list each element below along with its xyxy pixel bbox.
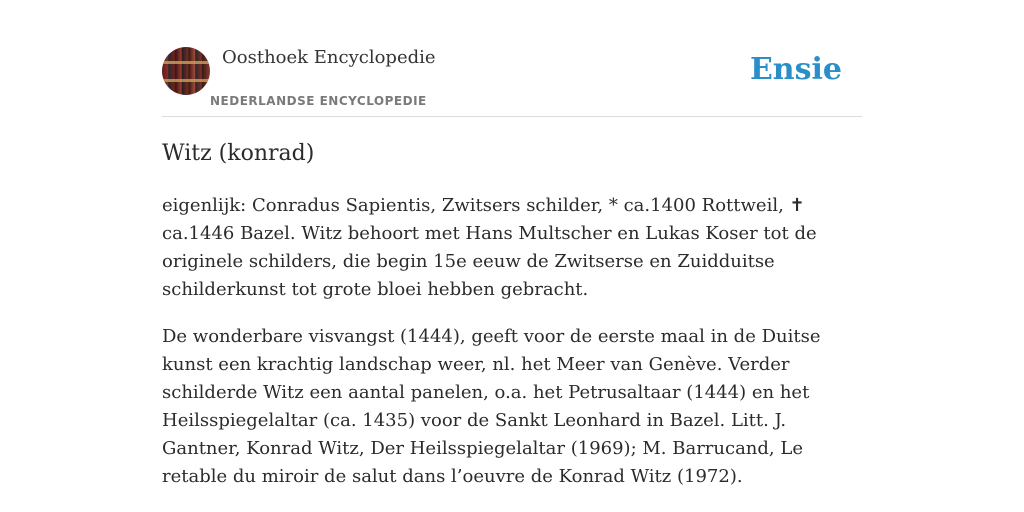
site-header [162, 40, 862, 117]
article-paragraph: De wonderbare visvangst (1444), geeft voor de eerste maal in de Duitse kunst een krachtig landschap weer, nl. het Meer van Genève. Verder schilderde Witz een aantal panelen, o.a. het Petrusaltaar (1444) en het Heilsspiegelaltar (ca. 1435) voor de Sankt Leonhard in Bazel. Litt. J. Gantner, Konrad Witz, Der Heilsspiegelaltar (1969); M. Barrucand, Le retable du miroir de salut dans l’oeuvre de Konrad Witz (1972). [162, 326, 821, 487]
article-body [162, 192, 862, 510]
ensie-brand-link[interactable]: Ensie [749, 52, 842, 87]
article-title: Witz (konrad) [162, 141, 315, 166]
site-subtitle: NEDERLANDSE ENCYCLOPEDIE [210, 94, 427, 108]
site-name-link[interactable]: Oosthoek Encyclopedie [222, 47, 436, 68]
encyclopedia-books-logo[interactable] [162, 47, 210, 95]
article-paragraph: eigenlijk: Conradus Sapientis, Zwitsers schilder, * ca.1400 Rottweil, ✝ ca.1446 Bazel. Witz behoort met Hans Multscher en Lukas Koser tot de originele schilders, die begin 15e eeuw de Zwitserse en Zuidduitse schilderkunst tot grote bloei hebben gebracht. [162, 195, 817, 300]
